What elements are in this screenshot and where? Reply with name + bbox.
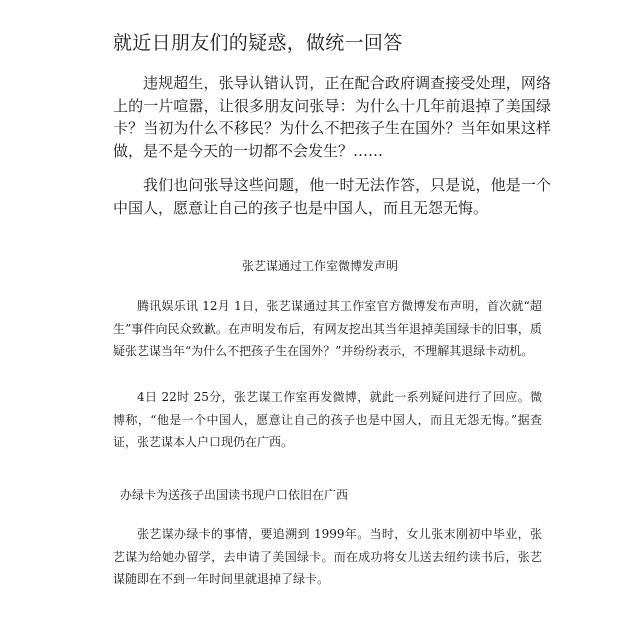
intro-paragraph-2: 我们也问张导这些问题，他一时无法作答，只是说，他是一个中国人，愿意让自己的孩子也是中国人，而且无怨无悔。 [113,176,551,217]
document-title: 就近日朋友们的疑惑，做统一回答 [113,32,403,54]
article-heading: 张艺谋通过工作室微博发声明 [241,259,398,273]
intro-paragraph-1: 违规超生，张导认错认罚，正在配合政府调查接受处理，网络上的一片喧嚣，让很多朋友问张导：为什么十几年前退掉了美国绿卡？当初为什么不移民？为什么不把孩子生在国外？当年如果这样做，是不是今天的一切都不会发生？…… [113,74,551,160]
article-subheading: 办绿卡为送孩子出国读书现户口依旧在广西 [120,488,349,502]
article-paragraph-1: 腾讯娱乐讯 12月 1日，张艺谋通过其工作室官方微博发布声明，首次就“超生”事件向民众致歉。在声明发布后，有网友挖出其当年退掉美国绿卡的旧事，质疑张艺谋当年“为什么不把孩子生在国外？”并纷纷表示，不理解其退绿卡动机。 [113,299,542,358]
article-paragraph-2: 4日 22时 25分，张艺谋工作室再发微博，就此一系列疑问进行了回应。微博称，“他是一个中国人，愿意让自己的孩子也是中国人，而且无怨无悔。”据查证，张艺谋本人户口现仍在广西。 [113,390,542,449]
article-paragraph-3: 张艺谋办绿卡的事情，要追溯到 1999年。当时，女儿张末刚初中毕业，张艺谋为给她办留学，去申请了美国绿卡。而在成功将女儿送去纽约读书后，张艺谋随即在不到一年时间里就退掉了绿卡。 [113,527,542,586]
